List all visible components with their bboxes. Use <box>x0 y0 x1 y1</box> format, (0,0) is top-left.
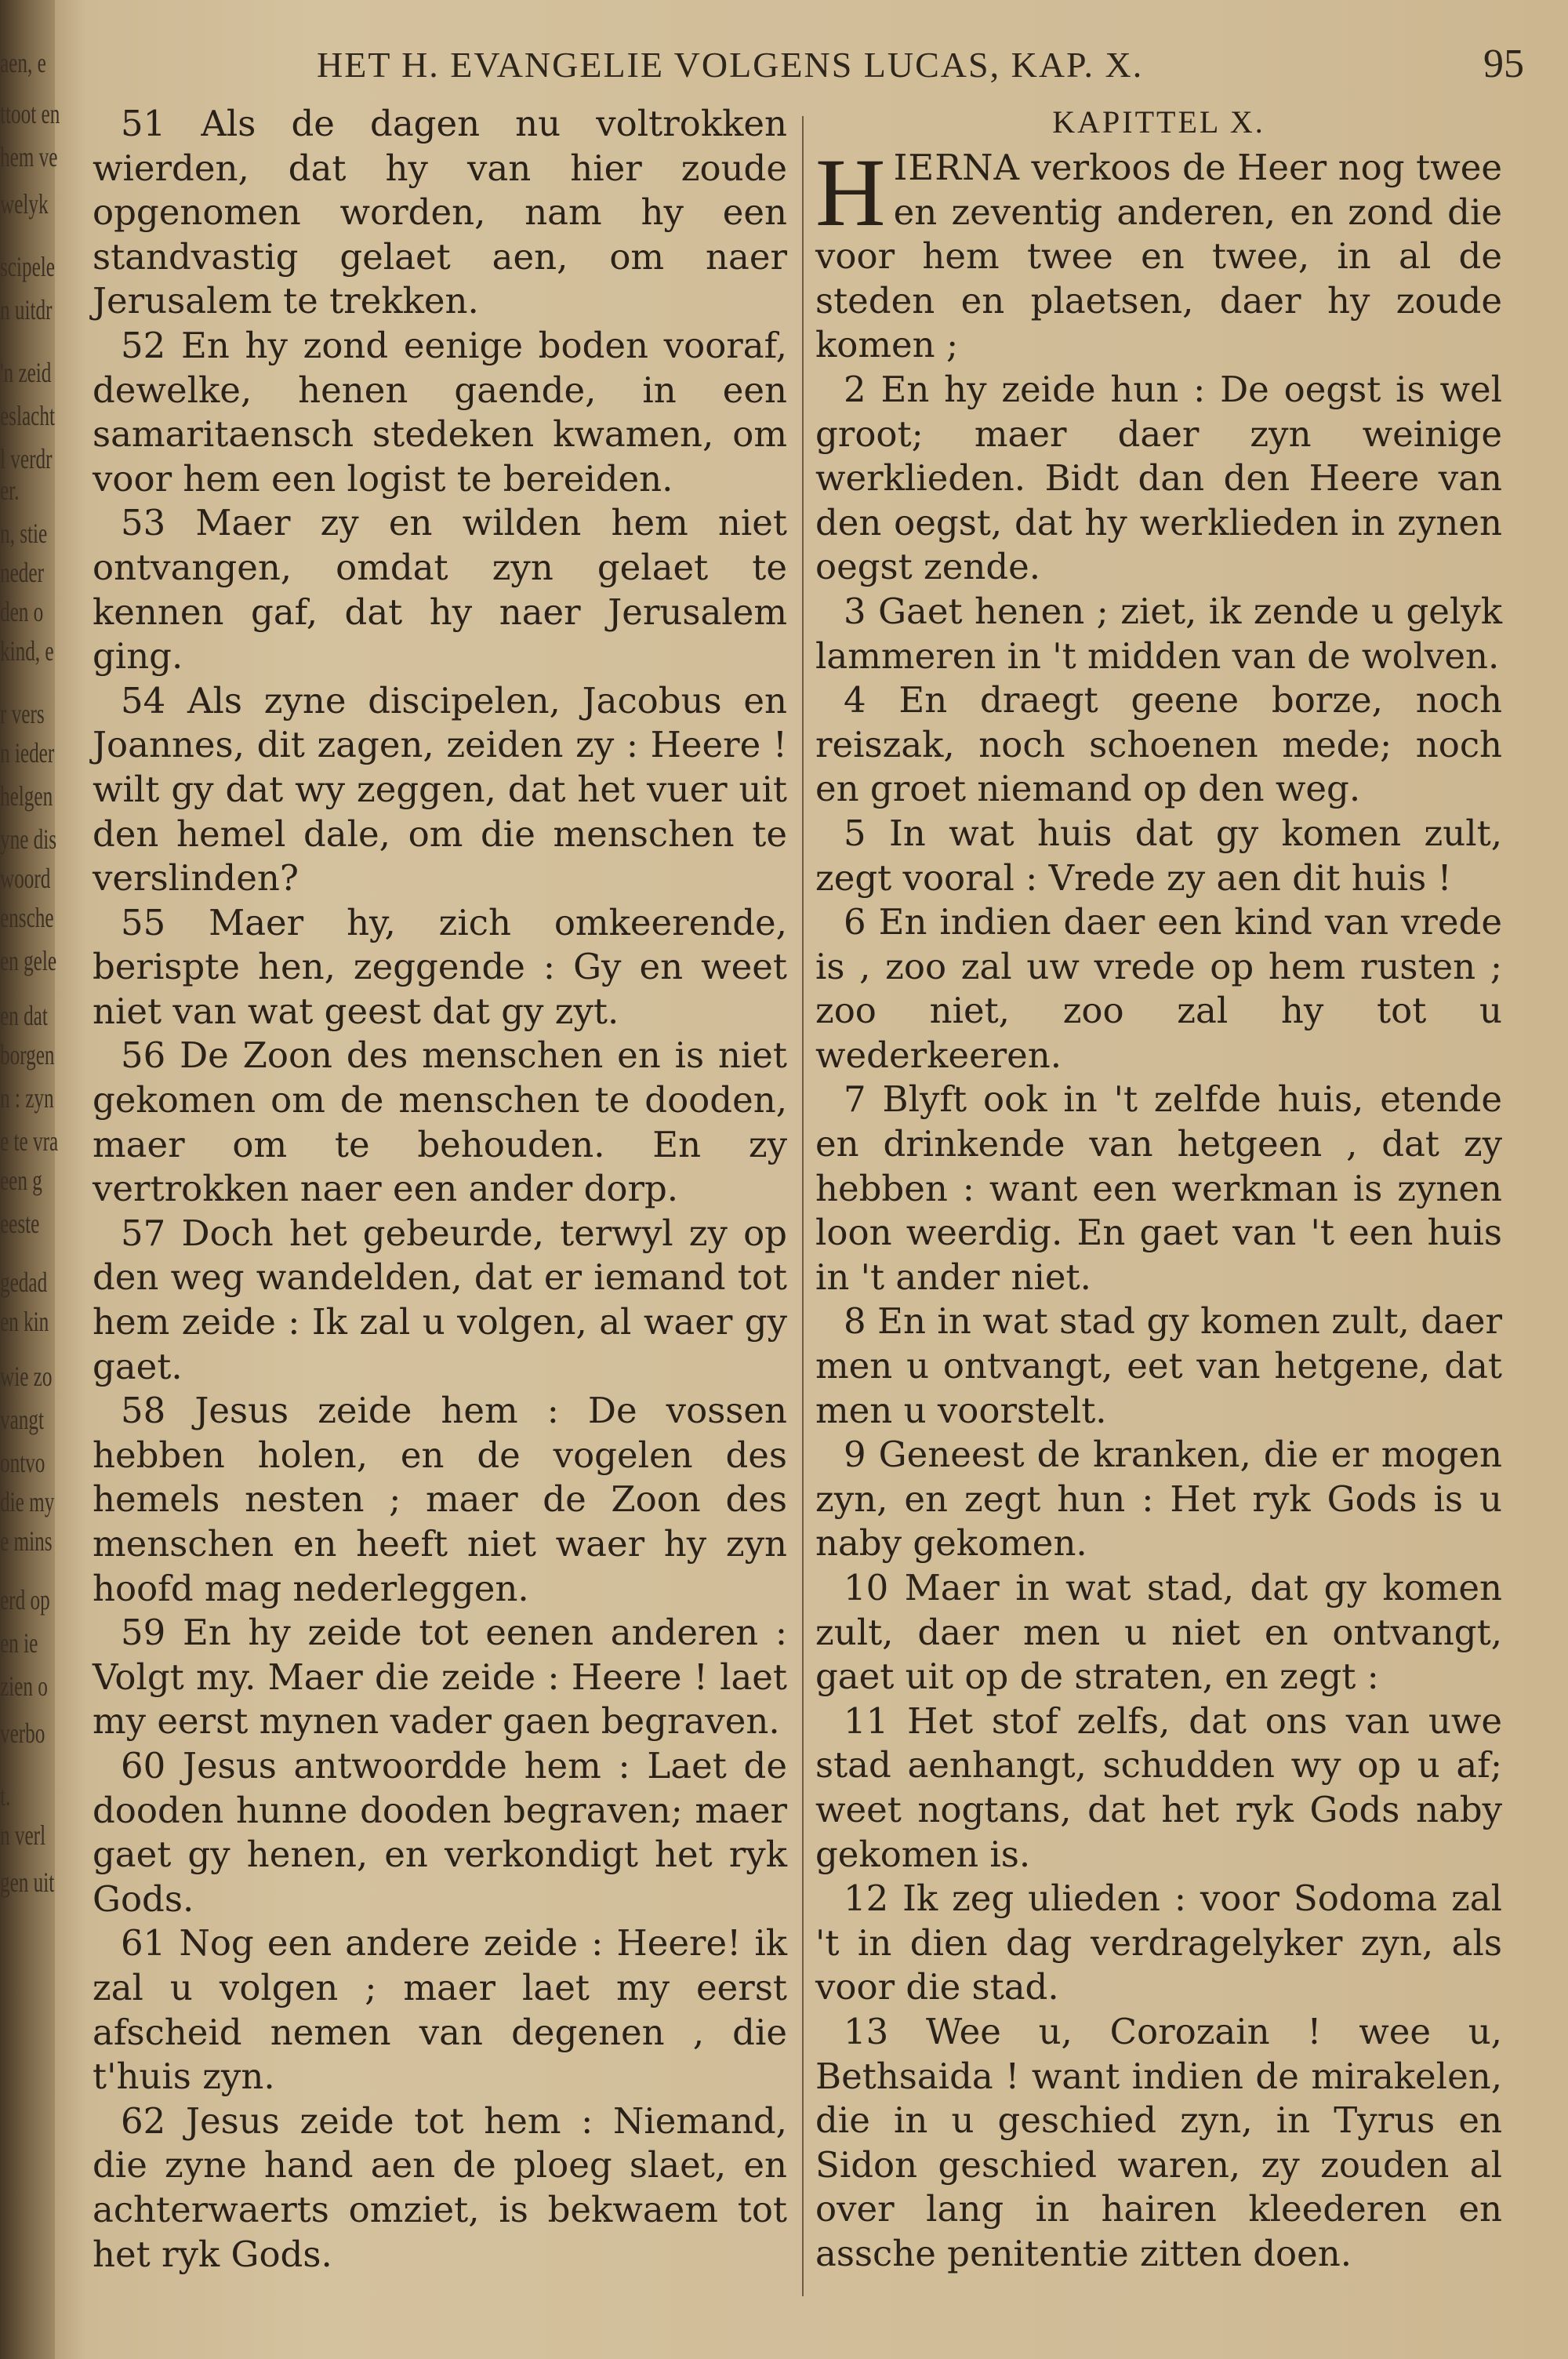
verse-text: Gaet henen ; ziet, ik zende u gelyk lammeren in 't midden van de wolven. <box>815 590 1502 677</box>
verse-text: In wat huis dat gy komen zult, zegt vooral : Vrede zy aen dit huis ! <box>815 812 1502 899</box>
verse-number: 55 <box>121 901 166 943</box>
verse-7 <box>815 1078 1502 1299</box>
prev-page-fragment: hem ve <box>0 141 58 173</box>
verse-11 <box>815 1699 1502 1877</box>
verse-text: En hy zeide tot eenen anderen : Volgt my. Maer die zeide : Heere ! laet my eerst mynen vader gaen begraven. <box>93 1612 787 1743</box>
prev-page-fragment: en dat <box>0 1000 48 1031</box>
verse-text: Het stof zelfs, dat ons van uwe stad aenhangt, schudden wy op u af; weet nogtans, dat het ryk Gods naby gekomen is. <box>815 1699 1502 1875</box>
prev-page-fragment: gedad <box>0 1267 48 1298</box>
prev-page-fragment: n verl <box>0 1819 46 1851</box>
verse-text: Maer hy, zich omkeerende, berispte hen, zeggende : Gy en weet niet van wat geest dat gy zyt. <box>93 901 787 1032</box>
right-column <box>815 102 1502 2277</box>
verse-number: 62 <box>121 2099 166 2142</box>
verse-text: En hy zeide hun : De oegst is wel groot; maer daer zyn weinige werklieden. Bidt dan den Heere van den oegst, dat hy werklieden in zynen oegst zende. <box>815 368 1502 588</box>
verse-number: 53 <box>121 502 166 544</box>
prev-page-fragment: eslacht <box>0 400 55 431</box>
verse-text: En hy zond eenige boden vooraf, dewelke, henen gaende, in een samaritaensch stedeken kwamen, om voor hem een logist te bereiden. <box>93 324 787 500</box>
page-header <box>317 44 1540 107</box>
verse-text: Doch het gebeurde, terwyl zy op den weg wandelden, dat er iemand tot hem zeide : Ik zal u volgen, al waer gy gaet. <box>93 1212 787 1387</box>
verse-number: 58 <box>121 1390 166 1432</box>
prev-page-fragment: e mins <box>0 1525 53 1557</box>
prev-page-fragment: gen uit <box>0 1866 55 1898</box>
verse-58 <box>93 1389 787 1611</box>
running-title: HET H. EVANGELIE VOLGENS LUCAS, KAP. X. <box>317 45 1144 85</box>
page-number: 95 <box>1483 42 1524 86</box>
prev-page-fragment: die my <box>0 1486 55 1518</box>
verse-number: 10 <box>844 1567 889 1608</box>
verse-number: 12 <box>844 1877 889 1920</box>
verse-number: 56 <box>121 1034 166 1077</box>
prev-page-fragment: ensche <box>0 902 54 933</box>
prev-page-fragment: borgen <box>0 1039 55 1070</box>
prev-page-fragment: woord <box>0 863 51 894</box>
left-column <box>93 102 787 2277</box>
verse-56 <box>93 1034 787 1211</box>
prev-page-fragment: t. <box>0 1780 11 1812</box>
prev-page-fragment: den o <box>0 596 44 627</box>
verse-60 <box>93 1744 787 1921</box>
verse-number: 4 <box>844 679 866 722</box>
prev-page-fragment: en ie <box>0 1627 38 1659</box>
verse-2 <box>815 368 1502 590</box>
verse-1 <box>815 139 1502 368</box>
verse-text: En in wat stad gy komen zult, daer men u ontvangt, eet van hetgene, dat men u voorstelt. <box>815 1300 1502 1431</box>
verse-12 <box>815 1877 1502 2010</box>
prev-page-fragment: n : zyn <box>0 1082 54 1114</box>
verse-54 <box>93 679 787 901</box>
verse-number: 51 <box>121 103 166 144</box>
prev-page-fragment: zien o <box>0 1670 48 1702</box>
prev-page-fragment: erd op <box>0 1584 50 1616</box>
drop-cap: H <box>815 139 886 246</box>
prev-page-fragment: wie zo <box>0 1361 53 1392</box>
verse-text: Ik zeg ulieden : voor Sodoma zal 't in dien dag verdragelyker zyn, als voor die stad. <box>815 1877 1502 2008</box>
verse-number: 6 <box>844 901 866 943</box>
verse-number: 11 <box>844 1699 889 1742</box>
prev-page-fragment: en gele <box>0 945 57 976</box>
verse-text: Maer zy en wilden hem niet ontvangen, omdat zyn gelaet te kennen gaf, dat hy naer Jerusalem ging. <box>93 502 787 678</box>
verse-number: 8 <box>844 1300 866 1343</box>
verse-text: Als de dagen nu voltrokken wierden, dat hy van hier zoude opgenomen worden, nam hy een standvastig gelaet aen, om naer Jerusalem te trekken. <box>93 103 787 322</box>
verse-text: Blyft ook in 't zelfde huis, etende en drinkende van hetgeen , dat zy hebben : want een werkman is zynen loon weerdig. En gaet van 't een huis in 't ander niet. <box>815 1078 1502 1298</box>
prev-page-fragment: e te vra <box>0 1125 59 1157</box>
verse-9 <box>815 1433 1502 1566</box>
prev-page-fragment: l verdr <box>0 443 53 474</box>
prev-page-fragment: scipele <box>0 251 55 282</box>
previous-page-edge <box>0 47 78 2337</box>
verse-number: 59 <box>121 1612 166 1654</box>
verse-number: 5 <box>844 812 866 854</box>
prev-page-fragment: r vers <box>0 698 45 729</box>
verse-number: 52 <box>121 324 166 366</box>
verse-5 <box>815 812 1502 900</box>
verse-1-smallcaps: IERNA <box>893 147 1020 188</box>
verse-text: Maer in wat stad, dat gy komen zult, daer men u niet en ontvangt, gaet uit op de straten, en zegt : <box>815 1567 1502 1698</box>
verse-52 <box>93 324 787 501</box>
verse-51 <box>93 102 787 324</box>
right-verses <box>815 368 1502 2277</box>
prev-page-fragment: aen, e <box>0 47 46 78</box>
prev-page-fragment: ttoot en <box>0 98 60 129</box>
prev-page-fragment: 'n zeid <box>0 357 52 388</box>
verse-number: 7 <box>844 1078 866 1121</box>
verse-number: 9 <box>844 1434 866 1476</box>
prev-page-fragment: n, stie <box>0 518 48 549</box>
prev-page-fragment: welyk <box>0 188 49 220</box>
prev-page-fragment: n ieder <box>0 737 55 769</box>
prev-page-fragment: eeste <box>0 1208 40 1239</box>
verse-number: 54 <box>121 679 166 722</box>
verse-57 <box>93 1212 787 1389</box>
verse-13 <box>815 2010 1502 2277</box>
prev-page-fragment: ontvo <box>0 1447 45 1478</box>
verse-number: 13 <box>844 2010 889 2052</box>
verse-text: En draegt geene borze, noch reiszak, noch schoenen mede; noch en groet niemand op den weg. <box>815 679 1502 810</box>
verse-number: 60 <box>121 1744 166 1787</box>
prev-page-fragment: een g <box>0 1165 42 1196</box>
prev-page-fragment: yne dis <box>0 823 57 855</box>
verse-text: Als zyne discipelen, Jacobus en Joannes, dit zagen, zeiden zy : Heere ! wilt gy dat wy zeggen, dat het vuer uit den hemel dale, om die menschen te verslinden? <box>93 679 787 900</box>
prev-page-fragment: er. <box>0 474 20 506</box>
prev-page-fragment: neder <box>0 557 44 588</box>
verse-text: De Zoon des menschen en is niet gekomen om de menschen te dooden, maer om te behouden. En zy vertrokken naer een ander dorp. <box>93 1034 787 1210</box>
prev-page-fragment: verbo <box>0 1717 45 1749</box>
verse-number: 2 <box>844 368 866 410</box>
verse-8 <box>815 1299 1502 1433</box>
verse-text: En indien daer een kind van vrede is , zoo zal uw vrede op hem rusten ; zoo niet, zoo zal hy tot u wederkeeren. <box>815 901 1502 1076</box>
verse-4 <box>815 678 1502 812</box>
verse-text: Jesus zeide hem : De vossen hebben holen, en de vogelen des hemels nesten ; maer de Zoon des menschen en heeft niet waer hy zyn hoofd mag nederleggen. <box>93 1390 787 1609</box>
prev-page-fragment: helgen <box>0 780 53 812</box>
prev-page-fragment: vangt <box>0 1404 44 1435</box>
verse-text: Nog een andere zeide : Heere! ik zal u volgen ; maer laet my eerst afscheid nemen van degenen , die t'huis zyn. <box>93 1922 788 2098</box>
verse-61 <box>93 1921 787 2099</box>
column-divider <box>802 116 804 2296</box>
verse-10 <box>815 1566 1502 1699</box>
verse-53 <box>93 501 787 678</box>
prev-page-fragment: n uitdr <box>0 294 53 325</box>
verse-3 <box>815 590 1502 678</box>
verse-text: Geneest de kranken, die er mogen zyn, en zegt hun : Het ryk Gods is u naby gekomen. <box>815 1434 1502 1565</box>
verse-6 <box>815 900 1502 1078</box>
verse-62 <box>93 2099 787 2277</box>
verse-number: 57 <box>121 1212 166 1254</box>
verse-text: Wee u, Corozain ! wee u, Bethsaida ! want indien de mirakelen, die in u geschied zyn, in Tyrus en Sidon geschied waren, zy zouden al over lang in hairen kleederen en assche penitentie zitten doen. <box>815 2010 1502 2274</box>
verse-1-text: verkoos de Heer nog twee en zeventig anderen, en zond die voor hem twee en twee, in al de steden en plaetsen, daer hy zoude komen ; <box>815 147 1502 366</box>
verse-number: 3 <box>844 590 866 632</box>
prev-page-fragment: kind, e <box>0 635 54 667</box>
verse-text: Jesus zeide tot hem : Niemand, die zyne hand aen de ploeg slaet, en achterwaerts omziet, is bekwaem tot het ryk Gods. <box>93 2099 787 2275</box>
prev-page-fragment: en kin <box>0 1306 49 1337</box>
chapter-heading: KAPITTEL X. <box>1052 104 1265 140</box>
verse-59 <box>93 1611 787 1744</box>
verse-number: 61 <box>121 1922 166 1965</box>
verse-55 <box>93 901 787 1034</box>
verse-text: Jesus antwoordde hem : Laet de dooden hunne dooden begraven; maer gaet gy henen, en verkondigt het ryk Gods. <box>93 1744 787 1920</box>
